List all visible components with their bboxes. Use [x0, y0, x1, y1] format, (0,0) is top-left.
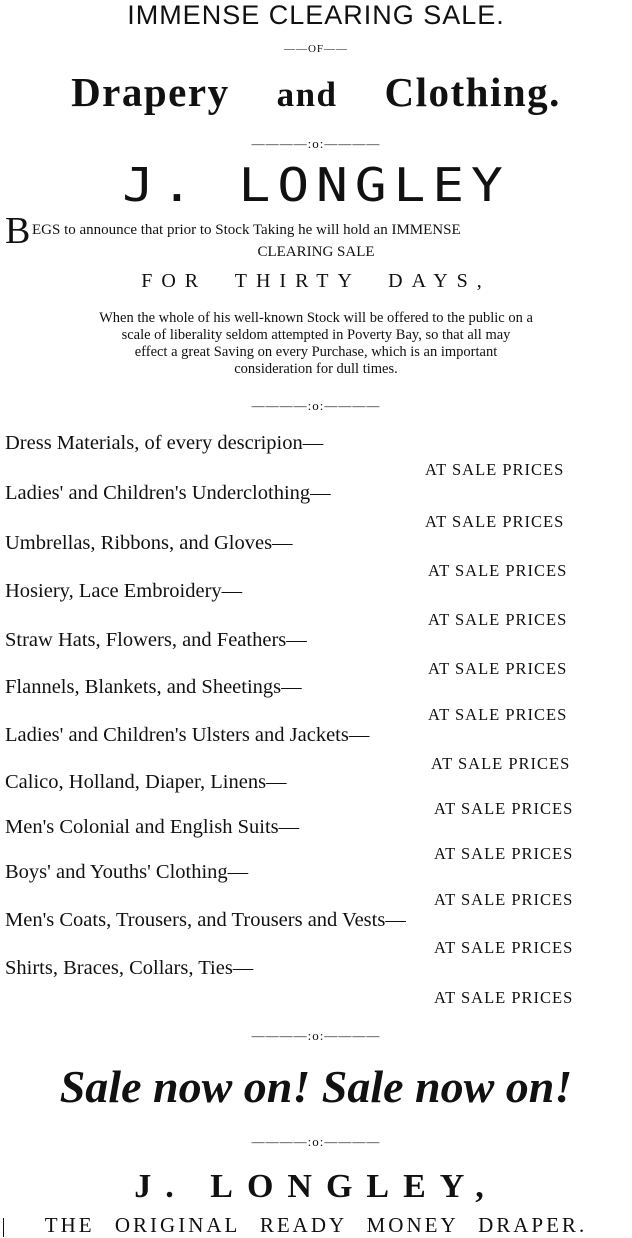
description-line: scale of liberality seldom attempted in Poverty Bay, so that all may [121, 327, 511, 343]
announcement-line-1: EGS to announce that prior to Stock Taking he will hold an IMMENSE [32, 222, 461, 238]
description-line: effect a great Saving on every Purchase, which is an important [134, 344, 498, 360]
list-item: Men's Coats, Trousers, and Trousers and Vests— [5, 909, 406, 931]
announcement-line-2: CLEARING SALE [257, 244, 375, 260]
title-word-and: and [276, 75, 338, 114]
divider: ————:o:———— [251, 136, 381, 151]
drop-cap: B [5, 210, 31, 252]
divider: ————:o:———— [251, 398, 381, 413]
description-line: When the whole of his well-known Stock will be offered to the public on a [99, 310, 533, 326]
list-item: Men's Colonial and English Suits— [5, 816, 300, 838]
title-word-clothing: Clothing. [384, 69, 561, 115]
title-word-drapery: Drapery [71, 69, 230, 115]
list-item: Dress Materials, of every descripion— [5, 432, 324, 454]
footer-tagline: THE ORIGINAL READY MONEY DRAPER. [44, 1213, 588, 1237]
list-item: Ladies' and Children's Ulsters and Jackets— [5, 724, 370, 746]
list-item: Hosiery, Lace Embroidery— [5, 580, 243, 602]
list-item: Shirts, Braces, Collars, Ties— [5, 957, 254, 979]
sale-banner: Sale now on! Sale now on! [59, 1061, 573, 1112]
list-item: Flannels, Blankets, and Sheetings— [5, 676, 302, 698]
sale-price-label: AT SALE PRICES [434, 938, 574, 957]
divider: ————:o:———— [251, 1028, 381, 1043]
list-item: Straw Hats, Flowers, and Feathers— [5, 629, 307, 651]
divider: ————:o:———— [251, 1134, 381, 1149]
list-item: Umbrellas, Ribbons, and Gloves— [5, 532, 293, 554]
sale-price-label: AT SALE PRICES [428, 659, 568, 678]
sale-price-label: AT SALE PRICES [425, 512, 565, 531]
sale-price-label: AT SALE PRICES [434, 890, 574, 909]
sale-price-label: AT SALE PRICES [431, 754, 571, 773]
sale-price-label: AT SALE PRICES [428, 561, 568, 580]
or-separator: ——OF—— [283, 43, 349, 55]
sale-duration: FOR THIRTY DAYS, [141, 270, 491, 292]
description-line: consideration for dull times. [234, 361, 398, 377]
sale-price-label: AT SALE PRICES [428, 610, 568, 629]
description-paragraph [4, 310, 628, 378]
headline: IMMENSE CLEARING SALE. [127, 0, 505, 30]
list-item: Ladies' and Children's Underclothing— [5, 482, 331, 504]
sale-price-label: AT SALE PRICES [428, 705, 568, 724]
border-mark [3, 1218, 4, 1237]
list-item: Calico, Holland, Diaper, Linens— [5, 771, 287, 793]
sale-price-label: AT SALE PRICES [425, 460, 565, 479]
merchant-name: J. LONGLEY [122, 158, 510, 212]
sale-price-label: AT SALE PRICES [434, 844, 574, 863]
main-title [0, 68, 632, 116]
footer-merchant-name: J. LONGLEY, [134, 1168, 498, 1205]
list-item: Boys' and Youths' Clothing— [5, 861, 249, 883]
sale-price-label: AT SALE PRICES [434, 988, 574, 1007]
sale-price-label: AT SALE PRICES [434, 799, 574, 818]
